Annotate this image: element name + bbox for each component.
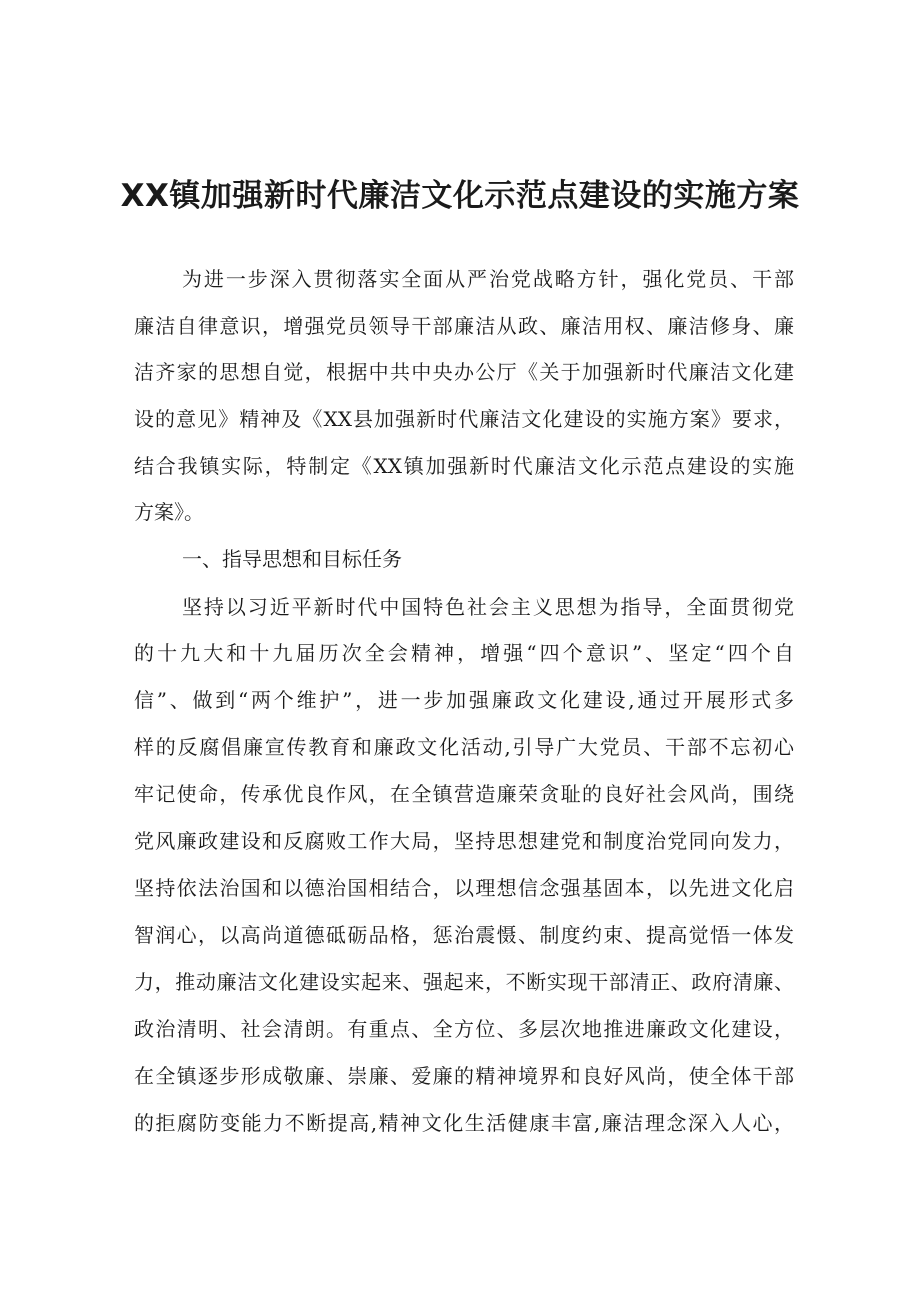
section-heading: 一、指导思想和目标任务: [182, 547, 402, 571]
paragraph-line: 廉洁自律意识，增强党员领导干部廉洁从政、廉洁用权、廉洁修身、廉: [134, 314, 794, 338]
paragraph-line: 智润心，以高尚道德砥砺品格，惩治震慑、制度约束、提高觉悟一体发: [134, 923, 794, 947]
paragraph-line: 的十九大和十九届历次全会精神，增强“四个意识”、坚定“四个自: [134, 641, 794, 665]
paragraph-line: 党风廉政建设和反腐败工作大局，坚持思想建党和制度治党同向发力，: [134, 829, 794, 853]
document-title: XX镇加强新时代廉洁文化示范点建设的实施方案: [120, 178, 800, 214]
paragraph-line: 的拒腐防变能力不断提高,精神文化生活健康丰富,廉洁理念深入人心，: [134, 1111, 794, 1135]
paragraph-line: 结合我镇实际，特制定《XX镇加强新时代廉洁文化示范点建设的实施: [134, 454, 794, 478]
paragraph-line: 坚持以习近平新时代中国特色社会主义思想为指导，全面贯彻党: [182, 595, 794, 619]
paragraph-line: 力，推动廉洁文化建设实起来、强起来，不断实现干部清正、政府清廉、: [134, 970, 794, 994]
paragraph-line: 为进一步深入贯彻落实全面从严治党战略方针，强化党员、干部: [182, 267, 794, 291]
paragraph-line: 政治清明、社会清朗。有重点、全方位、多层次地推进廉政文化建设，: [134, 1017, 794, 1041]
paragraph-line: 洁齐家的思想自觉，根据中共中央办公厅《关于加强新时代廉洁文化建: [134, 360, 794, 384]
paragraph-line: 样的反腐倡廉宣传教育和廉政文化活动,引导广大党员、干部不忘初心: [134, 735, 794, 759]
paragraph-line: 方案》。: [134, 500, 204, 524]
paragraph-line: 设的意见》精神及《XX县加强新时代廉洁文化建设的实施方案》要求，: [134, 407, 794, 431]
paragraph-line: 牢记使命，传承优良作风，在全镇营造廉荣贪耻的良好社会风尚，围绕: [134, 782, 794, 806]
paragraph-line: 信”、做到“两个维护”，进一步加强廉政文化建设,通过开展形式多: [134, 688, 794, 712]
paragraph-line: 在全镇逐步形成敬廉、崇廉、爱廉的精神境界和良好风尚，使全体干部: [134, 1064, 794, 1088]
paragraph-line: 坚持依法治国和以德治国相结合，以理想信念强基固本，以先进文化启: [134, 876, 794, 900]
